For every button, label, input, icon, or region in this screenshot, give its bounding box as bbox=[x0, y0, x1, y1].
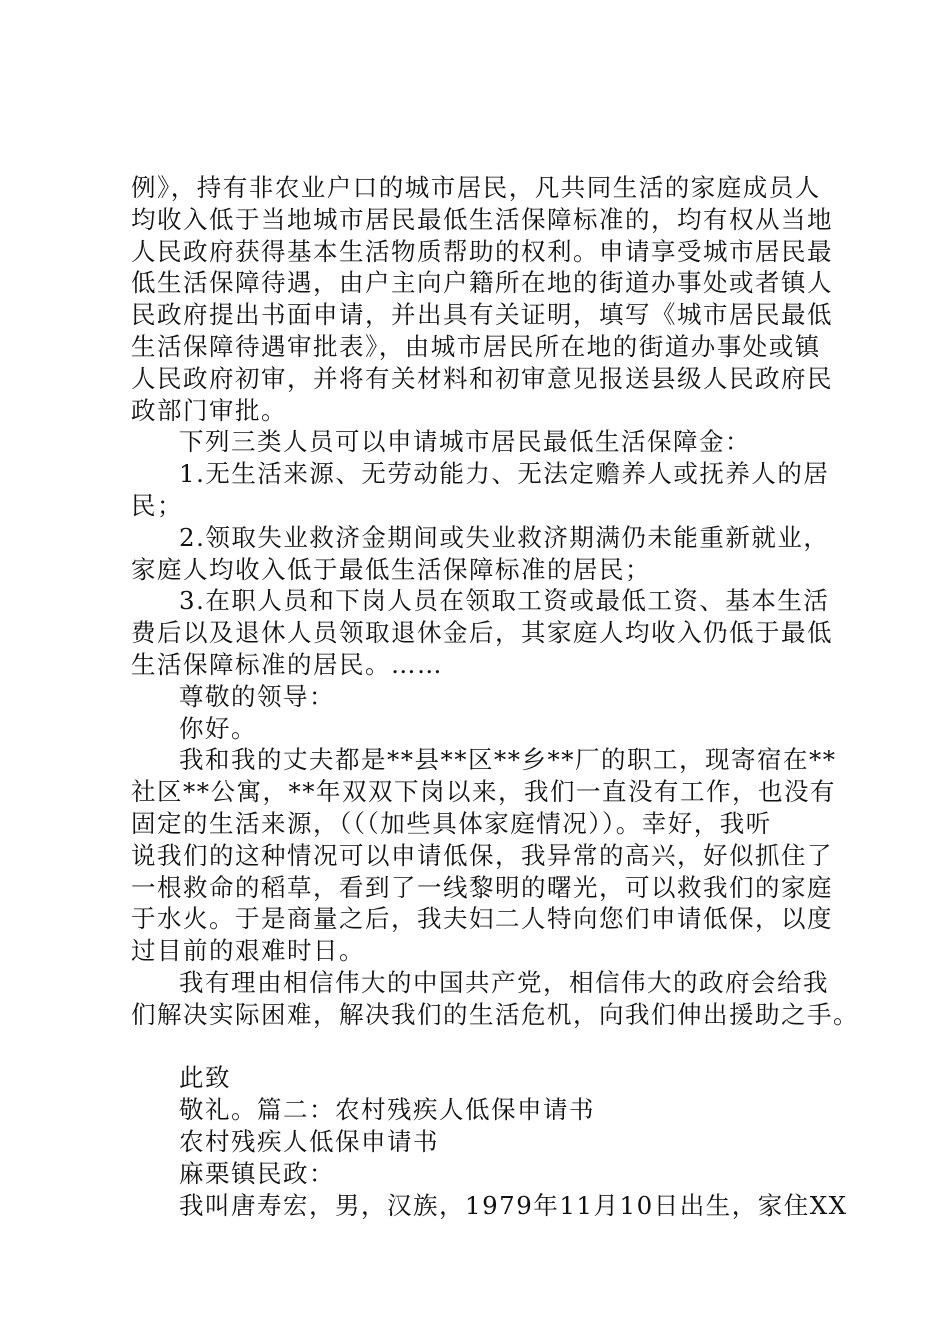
text-line: 低生活保障待遇，由户主向户籍所在地的街道办事处或者镇人 bbox=[131, 268, 833, 298]
text-line: 们解决实际困难，解决我们的生活危机，向我们伸出援助之手。 bbox=[131, 999, 859, 1029]
text-line: 2.领取失业救济金期间或失业救济期满仍未能重新就业， bbox=[179, 522, 830, 552]
body-paragraph bbox=[131, 744, 837, 967]
text-line: 我有理由相信伟大的中国共产党，相信伟大的政府会给我 bbox=[179, 967, 829, 997]
text-line: 3.在职人员和下岗人员在领取工资或最低工资、基本生活 bbox=[179, 586, 830, 616]
text-line: 人民政府初审，并将有关材料和初审意见报送县级人民政府民 bbox=[131, 363, 833, 393]
closing-line: 此致 bbox=[179, 1063, 231, 1093]
greeting: 你好。 bbox=[179, 713, 257, 743]
text-line: 固定的生活来源，（（（加些具体家庭情况））。幸好，我听 bbox=[131, 808, 772, 838]
text-line: 说我们的这种情况可以申请低保，我异常的高兴，好似抓住了 bbox=[131, 840, 833, 870]
text-line: 政部门审批。 bbox=[131, 395, 287, 425]
categories-intro: 下列三类人员可以申请城市居民最低生活保障金： bbox=[179, 427, 751, 457]
text-line: 费后以及退休人员领取退休金后，其家庭人均收入仍低于最低 bbox=[131, 618, 833, 648]
text-line: 1.无生活来源、无劳动能力、无法定赡养人或抚养人的居 bbox=[179, 459, 830, 489]
list-item bbox=[131, 522, 831, 586]
text-line: 我和我的丈夫都是**县**区**乡**厂的职工，现寄宿在** bbox=[179, 745, 837, 775]
body-paragraph bbox=[131, 967, 859, 1031]
text-line: 例》，持有非农业户口的城市居民，凡共同生活的家庭成员人 bbox=[131, 173, 821, 202]
list-item bbox=[131, 585, 831, 680]
list-item bbox=[131, 458, 831, 522]
blank-line bbox=[131, 1031, 831, 1063]
intro-paragraph bbox=[131, 172, 831, 426]
text-line: 一根救命的稻草，看到了一线黎明的曙光，可以救我们的家庭 bbox=[131, 872, 833, 902]
text-line: 家庭人均收入低于最低生活保障标准的居民； bbox=[131, 554, 651, 584]
text-line: 我叫唐寿宏，男，汉族，1979年11月10日出生，家住XX bbox=[179, 1190, 848, 1220]
text-line: 过目前的艰难时日。 bbox=[131, 936, 365, 966]
document-body bbox=[131, 172, 859, 1221]
closing-line: 敬礼。篇二：农村残疾人低保申请书 bbox=[179, 1095, 595, 1125]
text-line: 生活保障标准的居民。…… bbox=[131, 649, 443, 679]
text-line: 社区**公寓，**年双双下岗以来，我们一直没有工作，也没有 bbox=[131, 777, 836, 807]
section-title: 农村残疾人低保申请书 bbox=[179, 1126, 439, 1156]
text-line: 民政府提出书面申请，并出具有关证明，填写《城市居民最低 bbox=[131, 300, 833, 330]
text-line: 人民政府获得基本生活物质帮助的权利。申请享受城市居民最 bbox=[131, 236, 833, 266]
text-line: 生活保障待遇审批表》，由城市居民所在地的街道办事处或镇 bbox=[131, 331, 821, 361]
text-line: 均收入低于当地城市居民最低生活保障标准的，均有权从当地 bbox=[131, 204, 833, 234]
text-line: 民； bbox=[131, 490, 183, 520]
salutation: 尊敬的领导： bbox=[179, 681, 335, 711]
addressee: 麻栗镇民政： bbox=[179, 1158, 335, 1188]
text-line: 于水火。于是商量之后，我夫妇二人特向您们申请低保，以度 bbox=[131, 904, 833, 934]
